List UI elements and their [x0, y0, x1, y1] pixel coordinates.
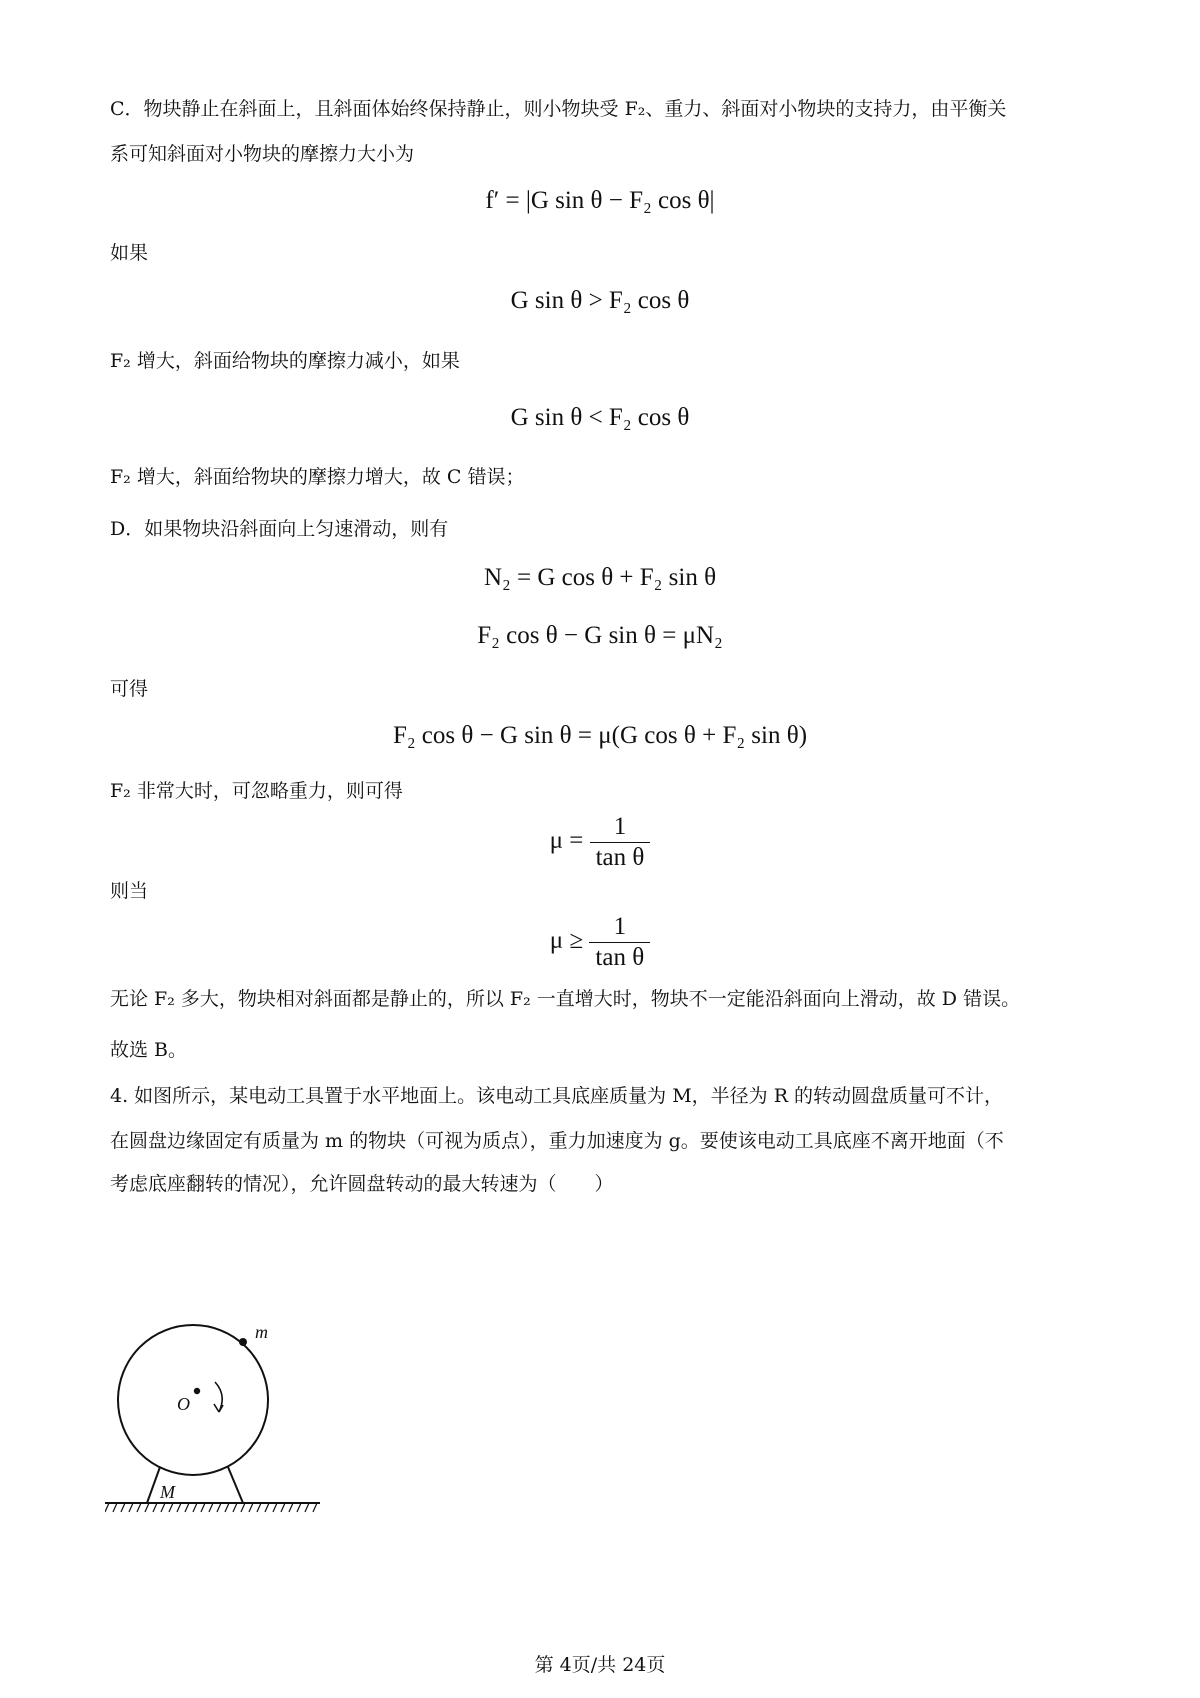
- question-4-line1: 4. 如图所示，某电动工具置于水平地面上。该电动工具底座质量为 M，半径为 R 的转动圆盘质量可不计，: [110, 1085, 1004, 1107]
- base-leg-left: [147, 1467, 160, 1503]
- text-f2-decrease: F₂ 增大，斜面给物块的摩擦力减小，如果: [110, 350, 460, 372]
- equation-cond-lt: G sin θ < F₂ cos θ: [510, 404, 690, 431]
- mass-point: [239, 1338, 247, 1346]
- page-footer: 第 4页/共 24页: [534, 1654, 666, 1676]
- question-4-line3: 考虑底座翻转的情况），允许圆盘转动的最大转速为（ ）: [110, 1173, 614, 1195]
- equation-friction: f′ = |G sin θ − F₂ cos θ|: [485, 187, 715, 214]
- option-d-line: D．如果物块沿斜面向上匀速滑动，则有: [110, 518, 449, 540]
- equation-mu-equal: [0, 812, 1200, 873]
- equation-combined: F₂ cos θ − G sin θ = μ(G cos θ + F₂ sin θ): [392, 722, 808, 749]
- text-wulun: 无论 F₂ 多大，物块相对斜面都是静止的，所以 F₂ 一直增大时，物块不一定能沿斜面向上滑动，故 D 错误。: [110, 988, 1021, 1010]
- disc-circle: [118, 1325, 268, 1475]
- text-answer: 故选 B。: [110, 1039, 188, 1061]
- label-O: O: [177, 1394, 190, 1414]
- fraction-numerator: 1: [590, 812, 651, 843]
- fraction-denominator: tan θ: [595, 844, 645, 871]
- mu-equal-lhs: μ =: [549, 827, 584, 855]
- text-keyi: 可得: [110, 678, 149, 700]
- text-f2-increase: F₂ 增大，斜面给物块的摩擦力增大，故 C 错误；: [110, 466, 525, 488]
- option-c-line2: 系可知斜面对小物块的摩擦力大小为: [110, 143, 415, 165]
- center-point: [194, 1388, 200, 1394]
- equation-n2: N₂ = G cos θ + F₂ sin θ: [483, 564, 717, 591]
- text-zedang: 则当: [110, 880, 149, 902]
- fraction-numerator-2: 1: [589, 912, 650, 943]
- question-4-line2: 在圆盘边缘固定有质量为 m 的物块（可视为质点），重力加速度为 g。要使该电动工具底座不离开地面（不: [110, 1130, 1004, 1152]
- label-m: m: [255, 1322, 268, 1342]
- text-if1: 如果: [110, 242, 149, 264]
- equation-cond-gt: G sin θ > F₂ cos θ: [510, 287, 690, 314]
- equation-balance: F₂ cos θ − G sin θ = μN₂: [477, 622, 723, 649]
- ground-hatching: [105, 1503, 317, 1512]
- mu-ge-lhs: μ ≥: [549, 927, 584, 955]
- option-c-line1: C．物块静止在斜面上，且斜面体始终保持静止，则小物块受 F₂、重力、斜面对小物块的支持力，由平衡关: [110, 98, 1007, 120]
- fraction-one-over-tan: [590, 812, 651, 873]
- label-M: M: [160, 1482, 175, 1502]
- fraction-denominator-2: tan θ: [595, 944, 645, 971]
- fraction-one-over-tan-2: [589, 912, 650, 973]
- text-f2-big: F₂ 非常大时，可忽略重力，则可得: [110, 780, 403, 802]
- base-leg-right: [228, 1467, 243, 1503]
- equation-mu-greater-equal: [0, 912, 1200, 973]
- rotating-disc-figure: [105, 1320, 345, 1520]
